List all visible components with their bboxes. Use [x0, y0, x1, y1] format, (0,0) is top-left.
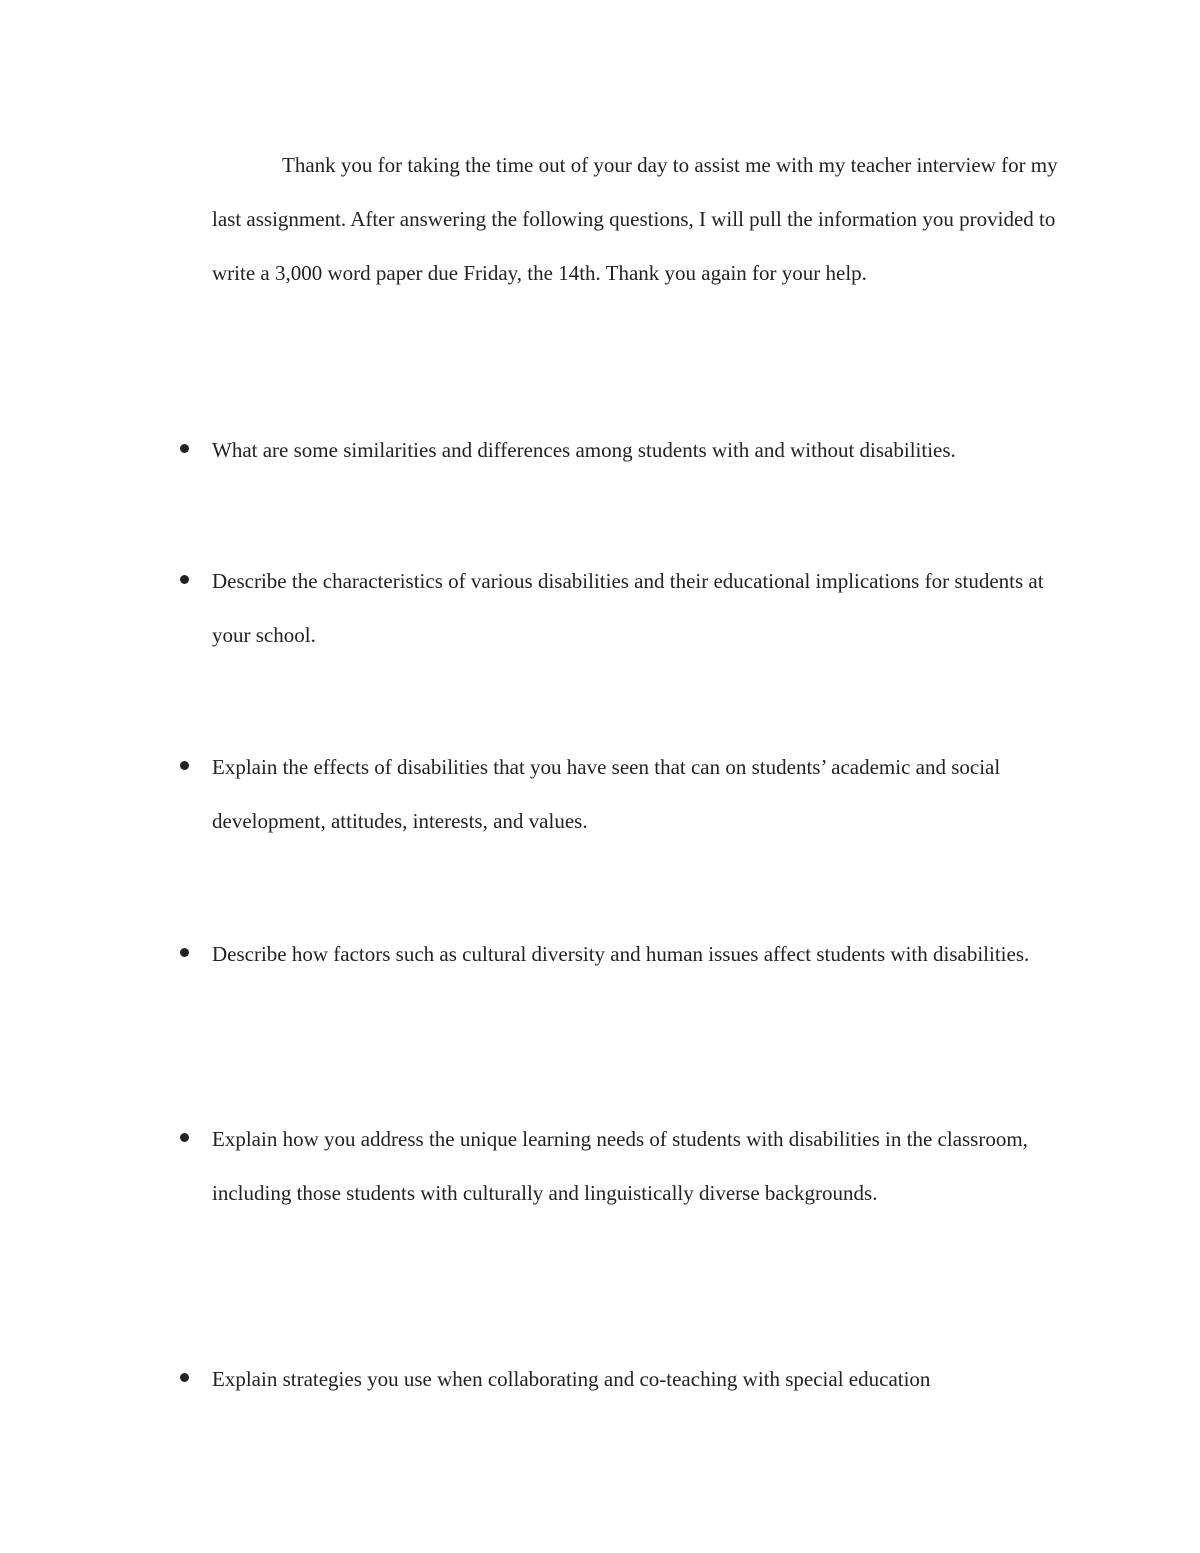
bullet-icon	[180, 575, 189, 584]
question-item	[212, 927, 1062, 981]
question-item	[212, 423, 1062, 477]
bullet-icon	[180, 1133, 189, 1142]
bullet-icon	[180, 1373, 189, 1382]
question-text: Explain the effects of disabilities that you have seen that can on students’ academic and social development, attitudes, interests, and values.	[212, 755, 1001, 833]
intro-paragraph: Thank you for taking the time out of your day to assist me with my teacher interview for my last assignment. After answering the following questions, I will pull the information you provided to write a 3,000 word paper due Friday, the 14th. Thank you again for your help.	[212, 153, 1058, 285]
question-item	[212, 740, 1062, 848]
question-text: Explain how you address the unique learning needs of students with disabilities in the classroom, including those students with culturally and linguistically diverse backgrounds.	[212, 1127, 1028, 1205]
question-text: Describe the characteristics of various disabilities and their educational implications for students at your school.	[212, 569, 1044, 647]
bullet-icon	[180, 444, 189, 453]
question-text: Explain strategies you use when collaborating and co-teaching with special education	[212, 1367, 931, 1391]
question-item	[212, 554, 1062, 662]
question-item	[212, 1352, 1062, 1406]
question-item	[212, 1112, 1062, 1220]
bullet-icon	[180, 948, 189, 957]
question-text: Describe how factors such as cultural diversity and human issues affect students with disabilities.	[212, 942, 1030, 966]
bullet-icon	[180, 761, 189, 770]
question-text: What are some similarities and differences among students with and without disabilities.	[212, 438, 956, 462]
